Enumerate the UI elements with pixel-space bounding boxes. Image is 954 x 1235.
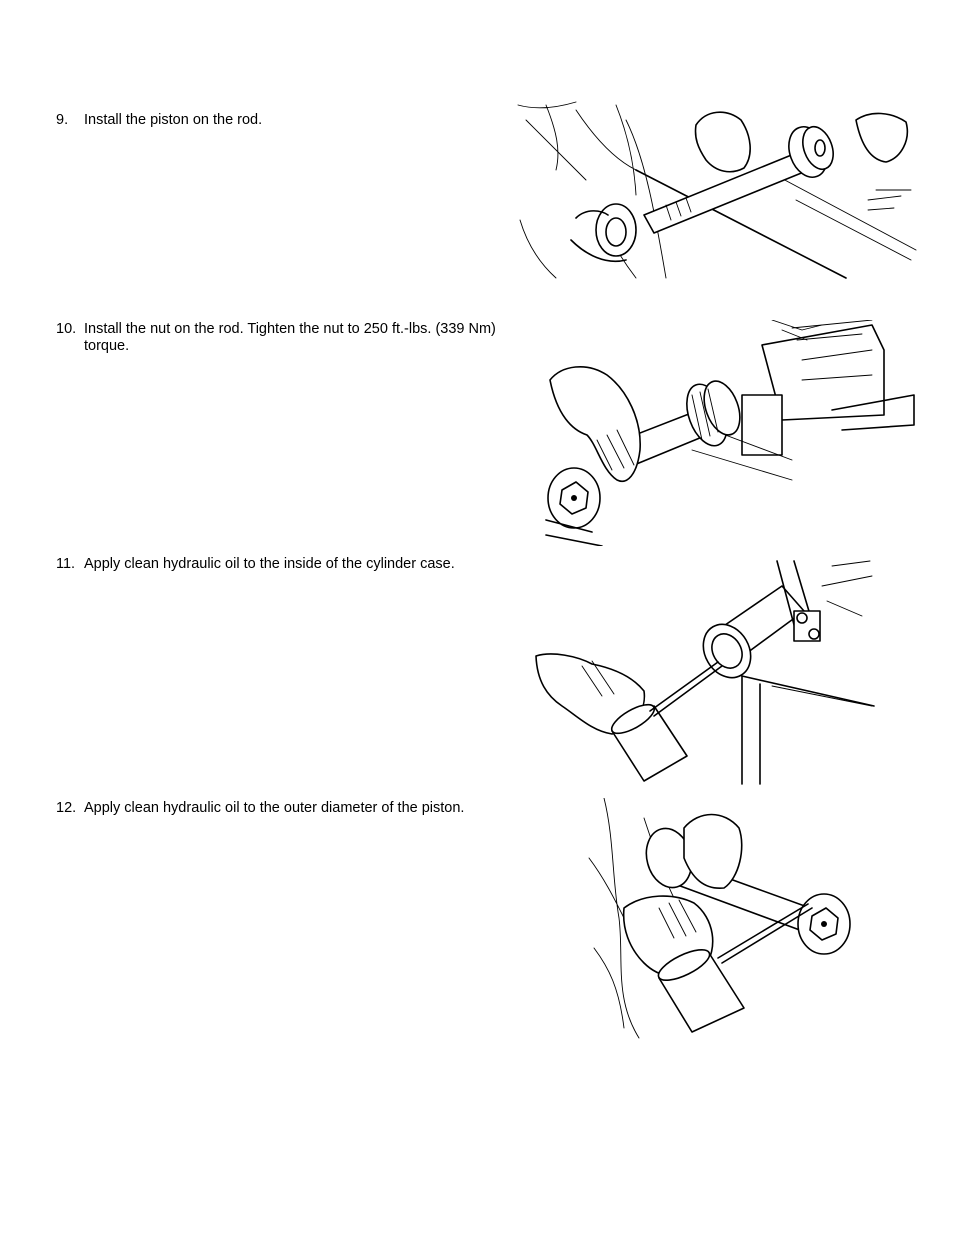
step-text: Install the nut on the rod. Tighten the nut to 250 ft.-lbs. (339 Nm) torque. bbox=[84, 321, 496, 354]
oil-cylinder-case-illustration bbox=[532, 556, 878, 788]
tighten-nut-illustration bbox=[542, 320, 920, 546]
piston-on-rod-illustration bbox=[516, 100, 918, 282]
step-number: 12. bbox=[56, 800, 77, 816]
step-number: 10. bbox=[56, 321, 77, 337]
step-text: Apply clean hydraulic oil to the outer diameter of the piston. bbox=[84, 800, 465, 816]
step-9 bbox=[56, 112, 496, 129]
step-number: 9. bbox=[56, 112, 69, 128]
step-10 bbox=[56, 321, 496, 355]
step-11 bbox=[56, 556, 496, 573]
step-number: 11. bbox=[56, 556, 76, 572]
step-12 bbox=[56, 800, 496, 817]
oil-piston-illustration bbox=[584, 798, 866, 1042]
step-text: Install the piston on the rod. bbox=[84, 112, 263, 128]
step-text: Apply clean hydraulic oil to the inside of the cylinder case. bbox=[84, 556, 455, 572]
